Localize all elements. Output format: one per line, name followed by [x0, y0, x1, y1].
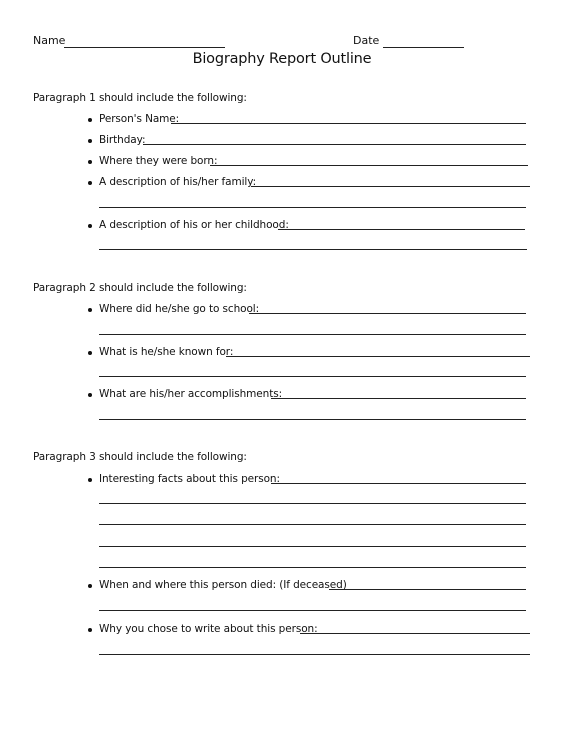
bullet-icon	[88, 181, 92, 185]
date-label: Date	[353, 34, 380, 47]
accomplishments-field-line-2[interactable]	[99, 419, 526, 420]
page-title: Biography Report Outline	[192, 51, 372, 67]
item-death-label: When and where this person died: (If deceased)	[99, 579, 347, 591]
school-field-line-2[interactable]	[99, 334, 526, 335]
item-birthplace-label: Where they were born:	[99, 155, 218, 167]
item-why-chose-label: Why you chose to write about this person:	[99, 623, 318, 635]
persons-name-field[interactable]	[171, 123, 526, 124]
item-childhood-label: A description of his or her childhood:	[99, 219, 289, 231]
bullet-icon	[88, 139, 92, 143]
section-3-heading: Paragraph 3 should include the following:	[33, 451, 247, 463]
item-known-for-label: What is he/she known for:	[99, 346, 234, 358]
why-chose-field-line-2[interactable]	[99, 654, 530, 655]
interesting-facts-field-line-4[interactable]	[99, 546, 526, 547]
childhood-field[interactable]	[278, 229, 525, 230]
item-accomplishments-label: What are his/her accomplishments:	[99, 388, 283, 400]
item-interesting-facts-label: Interesting facts about this person:	[99, 473, 280, 485]
bullet-icon	[88, 118, 92, 122]
bullet-icon	[88, 224, 92, 228]
family-field-line-2[interactable]	[99, 207, 526, 208]
interesting-facts-field-line-2[interactable]	[99, 503, 526, 504]
death-field[interactable]	[329, 589, 526, 590]
section-1-heading: Paragraph 1 should include the following:	[33, 92, 247, 104]
interesting-facts-field[interactable]	[271, 483, 526, 484]
bullet-icon	[88, 478, 92, 482]
birthday-field[interactable]	[143, 144, 526, 145]
bullet-icon	[88, 393, 92, 397]
why-chose-field[interactable]	[300, 633, 530, 634]
family-field[interactable]	[251, 186, 530, 187]
bullet-icon	[88, 584, 92, 588]
interesting-facts-field-line-3[interactable]	[99, 524, 526, 525]
known-for-field-line-2[interactable]	[99, 376, 526, 377]
date-field[interactable]	[383, 47, 464, 48]
bullet-icon	[88, 628, 92, 632]
birthplace-field[interactable]	[210, 165, 528, 166]
item-birthday-label: Birthday:	[99, 134, 146, 146]
school-field[interactable]	[249, 313, 526, 314]
interesting-facts-field-line-5[interactable]	[99, 567, 526, 568]
bullet-icon	[88, 308, 92, 312]
section-2-heading: Paragraph 2 should include the following:	[33, 282, 247, 294]
item-school-label: Where did he/she go to school:	[99, 303, 260, 315]
accomplishments-field[interactable]	[271, 398, 526, 399]
name-field[interactable]	[64, 47, 225, 48]
known-for-field[interactable]	[226, 356, 530, 357]
bullet-icon	[88, 160, 92, 164]
name-label: Name	[33, 34, 66, 47]
item-persons-name-label: Person's Name:	[99, 113, 180, 125]
item-family-label: A description of his/her family:	[99, 176, 257, 188]
bullet-icon	[88, 351, 92, 355]
childhood-field-line-2[interactable]	[99, 249, 527, 250]
death-field-line-2[interactable]	[99, 610, 526, 611]
